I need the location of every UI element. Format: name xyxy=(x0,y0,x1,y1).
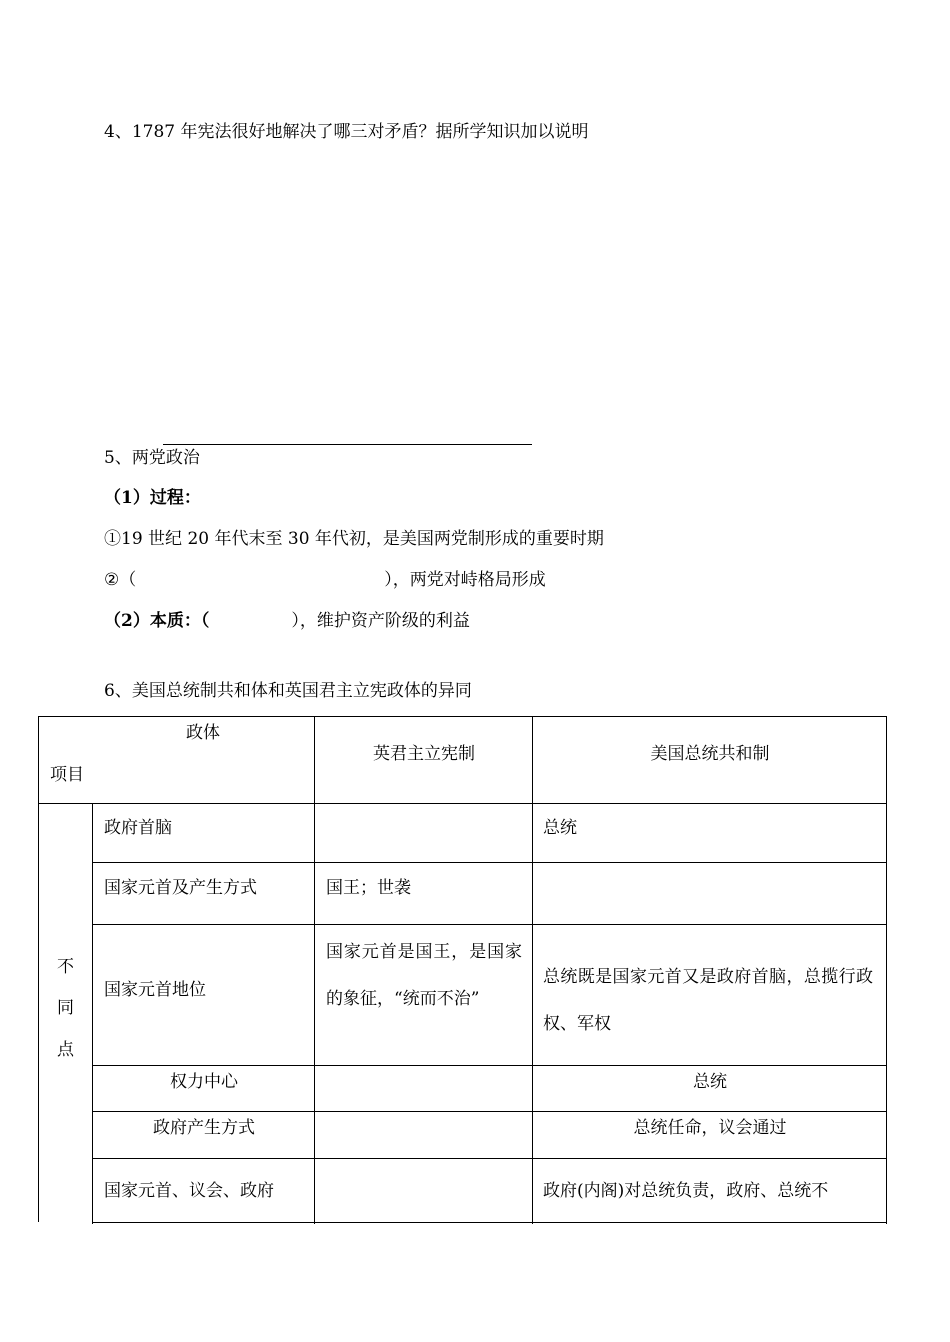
uk-col-divider xyxy=(314,716,315,1224)
question-5-title: 5、两党政治 xyxy=(104,448,200,468)
question-4: 4、1787 年宪法很好地解决了哪三对矛盾？据所学知识加以说明 xyxy=(104,122,589,142)
essence-line xyxy=(104,609,470,633)
row-divider xyxy=(92,1111,887,1112)
us-col-divider xyxy=(532,716,533,1224)
row-us: 总统 xyxy=(693,1072,727,1092)
row-uk: 国家元首是国王，是国家的象征，“统而不治” xyxy=(326,942,522,1009)
row-divider xyxy=(92,862,887,863)
row-item: 国家元首及产生方式 xyxy=(104,878,257,898)
row-item: 权力中心 xyxy=(170,1072,238,1092)
process-item-1: ①19 世纪 20 年代末至 30 年代初，是美国两党制形成的重要时期 xyxy=(104,529,604,549)
row-us: 总统 xyxy=(543,818,577,838)
group-label-char-3: 点 xyxy=(57,1040,74,1060)
header-bottom-border xyxy=(38,803,887,804)
group-col-divider xyxy=(92,803,93,1224)
row-item: 国家元首地位 xyxy=(104,980,206,1000)
question-6-title: 6、美国总统制共和体和英国君主立宪政体的异同 xyxy=(104,681,472,701)
table-top-border xyxy=(38,716,887,717)
row-item: 政府产生方式 xyxy=(153,1118,255,1138)
row-us: 总统任命，议会通过 xyxy=(633,1118,787,1138)
row-divider xyxy=(92,1158,887,1159)
answer-underline xyxy=(163,444,532,445)
row-us: 总统既是国家元首又是政府首脑，总揽行政权、军权 xyxy=(543,967,873,1034)
table-bottom-border xyxy=(92,1222,887,1223)
row-us: 政府(内阁)对总统负责，政府、总统不 xyxy=(543,1181,829,1201)
row-item: 国家元首、议会、政府 xyxy=(104,1181,274,1201)
row-uk: 国王；世袭 xyxy=(326,878,411,898)
essence-label: （2）本质：（ xyxy=(104,611,210,631)
group-label-char-2: 同 xyxy=(57,998,74,1018)
process-item-2-prefix: ②（ xyxy=(104,570,137,590)
process-item-2-suffix: ），两党对峙格局形成 xyxy=(384,570,546,590)
table-left-border xyxy=(38,716,39,1222)
essence-suffix: ），维护资产阶级的利益 xyxy=(291,611,470,631)
process-label: （1）过程： xyxy=(104,488,201,508)
header-uk: 英君主立宪制 xyxy=(373,744,475,764)
table-right-border xyxy=(886,716,887,1224)
row-divider xyxy=(92,924,887,925)
row-item: 政府首脑 xyxy=(104,818,172,838)
row-divider xyxy=(92,1065,887,1066)
header-corner-top: 政体 xyxy=(186,723,220,743)
process-item-2 xyxy=(104,568,546,592)
header-us: 美国总统共和制 xyxy=(650,744,770,764)
group-label-char-1: 不 xyxy=(57,957,74,977)
header-corner-bottom: 项目 xyxy=(50,765,84,785)
